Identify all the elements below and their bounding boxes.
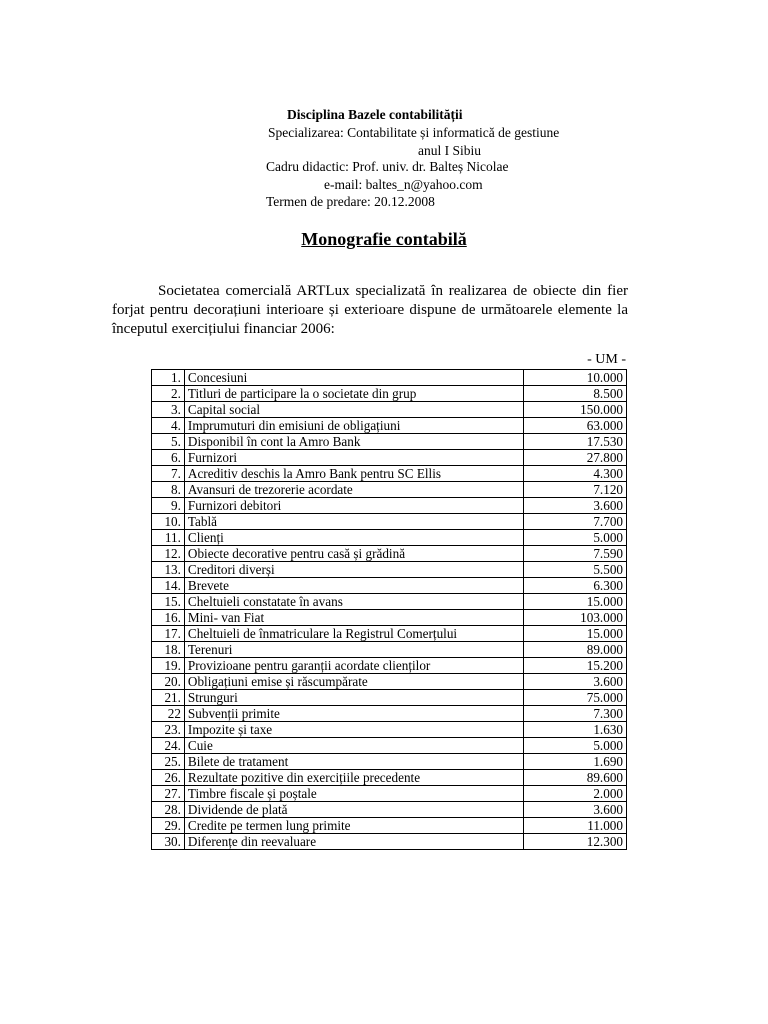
row-value: 63.000 [524, 418, 627, 434]
table-row [152, 482, 627, 498]
row-account-name: Provizioane pentru garanții acordate clienților [184, 658, 523, 674]
table-row [152, 738, 627, 754]
row-number: 12. [152, 546, 185, 562]
row-number: 14. [152, 578, 185, 594]
row-account-name: Brevete [184, 578, 523, 594]
row-number: 28. [152, 802, 185, 818]
row-value: 5.000 [524, 738, 627, 754]
row-number: 19. [152, 658, 185, 674]
page-title: Monografie contabilă [301, 229, 467, 249]
row-value: 7.300 [524, 706, 627, 722]
row-value: 8.500 [524, 386, 627, 402]
row-number: 10. [152, 514, 185, 530]
row-value: 150.000 [524, 402, 627, 418]
row-account-name: Diferențe din reevaluare [184, 834, 523, 850]
row-number: 27. [152, 786, 185, 802]
row-value: 15.000 [524, 594, 627, 610]
row-account-name: Cheltuieli constatate în avans [184, 594, 523, 610]
row-number: 25. [152, 754, 185, 770]
row-number: 24. [152, 738, 185, 754]
discipline-line: Disciplina Bazele contabilității [287, 107, 463, 122]
table-row [152, 402, 627, 418]
row-number: 11. [152, 530, 185, 546]
row-account-name: Acreditiv deschis la Amro Bank pentru SC Ellis [184, 466, 523, 482]
row-account-name: Furnizori [184, 450, 523, 466]
row-number: 8. [152, 482, 185, 498]
table-row [152, 546, 627, 562]
row-number: 2. [152, 386, 185, 402]
row-value: 5.500 [524, 562, 627, 578]
row-number: 17. [152, 626, 185, 642]
table-row [152, 834, 627, 850]
row-value: 3.600 [524, 674, 627, 690]
row-value: 15.200 [524, 658, 627, 674]
row-account-name: Concesiuni [184, 370, 523, 386]
row-value: 3.600 [524, 498, 627, 514]
table-row [152, 386, 627, 402]
row-account-name: Dividende de plată [184, 802, 523, 818]
row-account-name: Titluri de participare la o societate din grup [184, 386, 523, 402]
row-number: 3. [152, 402, 185, 418]
row-value: 7.590 [524, 546, 627, 562]
row-account-name: Disponibil în cont la Amro Bank [184, 434, 523, 450]
row-account-name: Subvenții primite [184, 706, 523, 722]
row-value: 10.000 [524, 370, 627, 386]
row-account-name: Strunguri [184, 690, 523, 706]
row-value: 11.000 [524, 818, 627, 834]
row-value: 75.000 [524, 690, 627, 706]
row-value: 89.600 [524, 770, 627, 786]
table-row [152, 690, 627, 706]
row-number: 6. [152, 450, 185, 466]
row-number: 23. [152, 722, 185, 738]
row-value: 103.000 [524, 610, 627, 626]
table-row [152, 370, 627, 386]
table-row [152, 754, 627, 770]
table-row [152, 466, 627, 482]
specialization-line: Specializarea: Contabilitate și informatică de gestiune [268, 125, 560, 140]
table-row [152, 770, 627, 786]
row-number: 30. [152, 834, 185, 850]
table-row [152, 610, 627, 626]
table-row [152, 706, 627, 722]
table-row [152, 786, 627, 802]
table-row [152, 642, 627, 658]
row-number: 13. [152, 562, 185, 578]
table-row [152, 578, 627, 594]
row-account-name: Avansuri de trezorerie acordate [184, 482, 523, 498]
row-number: 4. [152, 418, 185, 434]
email-line: e-mail: baltes_n@yahoo.com [324, 177, 483, 192]
row-value: 7.120 [524, 482, 627, 498]
row-number: 16. [152, 610, 185, 626]
balance-table [151, 369, 627, 850]
row-account-name: Capital social [184, 402, 523, 418]
row-value: 4.300 [524, 466, 627, 482]
table-row [152, 562, 627, 578]
table-row [152, 434, 627, 450]
row-value: 27.800 [524, 450, 627, 466]
row-value: 2.000 [524, 786, 627, 802]
row-account-name: Impozite și taxe [184, 722, 523, 738]
table-row [152, 818, 627, 834]
row-number: 9. [152, 498, 185, 514]
row-account-name: Imprumuturi din emisiuni de obligațiuni [184, 418, 523, 434]
row-value: 15.000 [524, 626, 627, 642]
table-row [152, 658, 627, 674]
row-value: 12.300 [524, 834, 627, 850]
balance-table-body [152, 370, 627, 850]
row-account-name: Furnizori debitori [184, 498, 523, 514]
year-line: anul I Sibiu [418, 143, 481, 158]
row-account-name: Terenuri [184, 642, 523, 658]
table-row [152, 722, 627, 738]
row-number: 18. [152, 642, 185, 658]
row-number: 22 [152, 706, 185, 722]
row-number: 21. [152, 690, 185, 706]
row-account-name: Cheltuieli de înmatriculare la Registrul Comerțului [184, 626, 523, 642]
row-account-name: Obligațiuni emise și răscumpărate [184, 674, 523, 690]
row-account-name: Clienți [184, 530, 523, 546]
row-value: 89.000 [524, 642, 627, 658]
row-number: 7. [152, 466, 185, 482]
table-row [152, 530, 627, 546]
row-account-name: Bilete de tratament [184, 754, 523, 770]
teacher-line: Cadru didactic: Prof. univ. dr. Balteș Nicolae [266, 159, 509, 174]
row-number: 26. [152, 770, 185, 786]
table-row [152, 498, 627, 514]
intro-paragraph: Societatea comercială ARTLux specializată în realizarea de obiecte din fier forjat pentru decorațiuni interioare și exterioare dispune de următoarele elemente la începutul exercițiului financiar 2006: [112, 283, 628, 337]
row-value: 6.300 [524, 578, 627, 594]
row-number: 20. [152, 674, 185, 690]
unit-label: - UM - [587, 352, 626, 367]
row-number: 5. [152, 434, 185, 450]
table-row [152, 514, 627, 530]
row-value: 1.690 [524, 754, 627, 770]
table-row [152, 450, 627, 466]
row-value: 17.530 [524, 434, 627, 450]
deadline-line: Termen de predare: 20.12.2008 [266, 194, 435, 209]
row-account-name: Cuie [184, 738, 523, 754]
row-value: 3.600 [524, 802, 627, 818]
table-row [152, 626, 627, 642]
row-value: 5.000 [524, 530, 627, 546]
table-row [152, 594, 627, 610]
row-number: 15. [152, 594, 185, 610]
table-row [152, 418, 627, 434]
row-account-name: Rezultate pozitive din exercițiile precedente [184, 770, 523, 786]
row-account-name: Mini- van Fiat [184, 610, 523, 626]
row-account-name: Credite pe termen lung primite [184, 818, 523, 834]
row-account-name: Timbre fiscale și poștale [184, 786, 523, 802]
row-account-name: Tablă [184, 514, 523, 530]
table-row [152, 802, 627, 818]
row-account-name: Creditori diverși [184, 562, 523, 578]
row-value: 1.630 [524, 722, 627, 738]
row-value: 7.700 [524, 514, 627, 530]
row-account-name: Obiecte decorative pentru casă și grădină [184, 546, 523, 562]
row-number: 1. [152, 370, 185, 386]
row-number: 29. [152, 818, 185, 834]
table-row [152, 674, 627, 690]
